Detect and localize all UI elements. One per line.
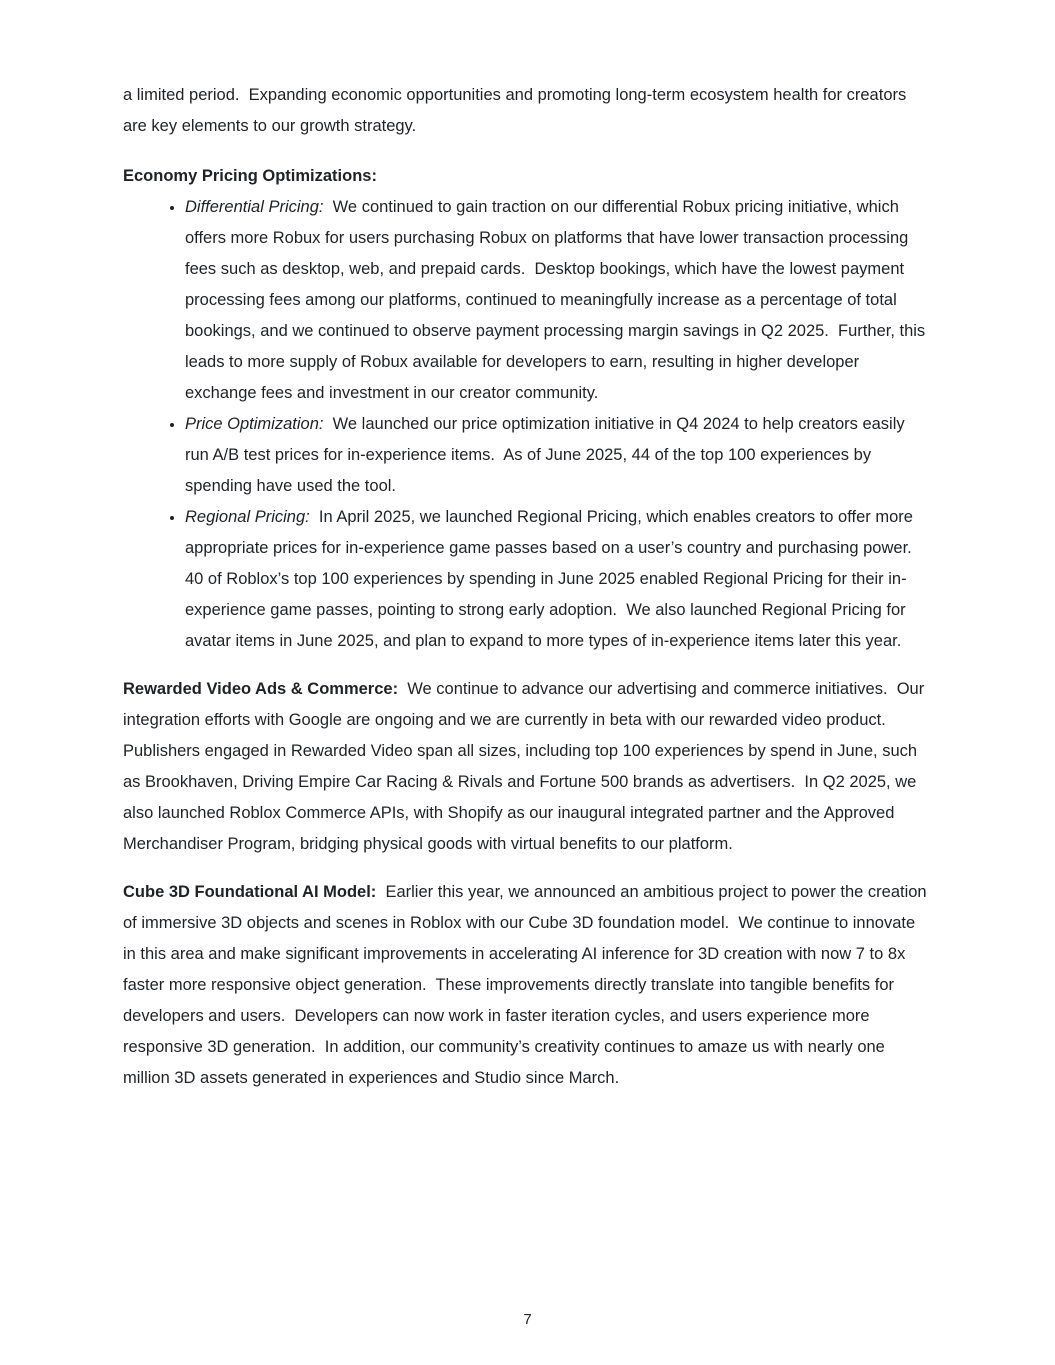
intro-paragraph: a limited period. Expanding economic opportunities and promoting long-term ecosystem health for creators are key elements to our growth strategy. bbox=[123, 86, 911, 135]
bullet-regional-pricing bbox=[185, 502, 930, 657]
economy-pricing-heading: Economy Pricing Optimizations: bbox=[123, 167, 377, 185]
rewarded-video-label: Rewarded Video Ads & Commerce: bbox=[123, 680, 399, 698]
page-number: 7 bbox=[523, 1311, 532, 1328]
rewarded-video-text: We continue to advance our advertising and commerce initiatives. Our integration efforts with Google are ongoing and we are currently in beta with our rewarded video product. Publishers engaged in Rewarded Video span all sizes, including top 100 experiences by spend in June, such as Brookhaven, Driving Empire Car Racing & Rivals and Fortune 500 brands as advertisers. In Q2 2025, we also launched Roblox Commerce APIs, with Shopify as our inaugural integrated partner and the Approved Merchandiser Program, bridging physical goods with virtual benefits to our platform. bbox=[123, 680, 929, 853]
rewarded-video-paragraph bbox=[123, 674, 930, 860]
bullet-label: Differential Pricing: bbox=[185, 198, 324, 216]
bullet-differential-pricing bbox=[185, 192, 930, 409]
cube-3d-paragraph bbox=[123, 877, 930, 1094]
economy-pricing-bullet-list bbox=[123, 192, 930, 657]
bullet-price-optimization bbox=[185, 409, 930, 502]
cube-3d-label: Cube 3D Foundational AI Model: bbox=[123, 883, 377, 901]
bullet-text: We launched our price optimization initiative in Q4 2024 to help creators easily run A/B test prices for in-experience items. As of June 2025, 44 of the top 100 experiences by spending have used the tool. bbox=[185, 415, 910, 495]
bullet-label: Price Optimization: bbox=[185, 415, 324, 433]
cube-3d-text: Earlier this year, we announced an ambitious project to power the creation of immersive 3D objects and scenes in Roblox with our Cube 3D foundation model. We continue to innovate in this area and make significant improvements in accelerating AI inference for 3D creation with now 7 to 8x faster more responsive object generation. These improvements directly translate into tangible benefits for developers and users. Developers can now work in faster iteration cycles, and users experience more responsive 3D generation. In addition, our community’s creativity continues to amaze us with nearly one million 3D assets generated in experiences and Studio since March. bbox=[123, 883, 932, 1087]
bullet-text: We continued to gain traction on our differential Robux pricing initiative, which offers more Robux for users purchasing Robux on platforms that have lower transaction processing fees such as desktop, web, and prepaid cards. Desktop bookings, which have the lowest payment processing fees among our platforms, continued to meaningfully increase as a percentage of total bookings, and we continued to observe payment processing margin savings in Q2 2025. Further, this leads to more supply of Robux available for developers to earn, resulting in higher developer exchange fees and investment in our creator community. bbox=[185, 198, 930, 402]
bullet-label: Regional Pricing: bbox=[185, 508, 310, 526]
bullet-text: In April 2025, we launched Regional Pricing, which enables creators to offer more appropriate prices for in-experience game passes based on a user’s country and purchasing power. 40 of Roblox’s top 100 experiences by spending in June 2025 enabled Regional Pricing for their in-experience game passes, pointing to strong early adoption. We also launched Regional Pricing for avatar items in June 2025, and plan to expand to more types of in-experience items later this year. bbox=[185, 508, 921, 650]
